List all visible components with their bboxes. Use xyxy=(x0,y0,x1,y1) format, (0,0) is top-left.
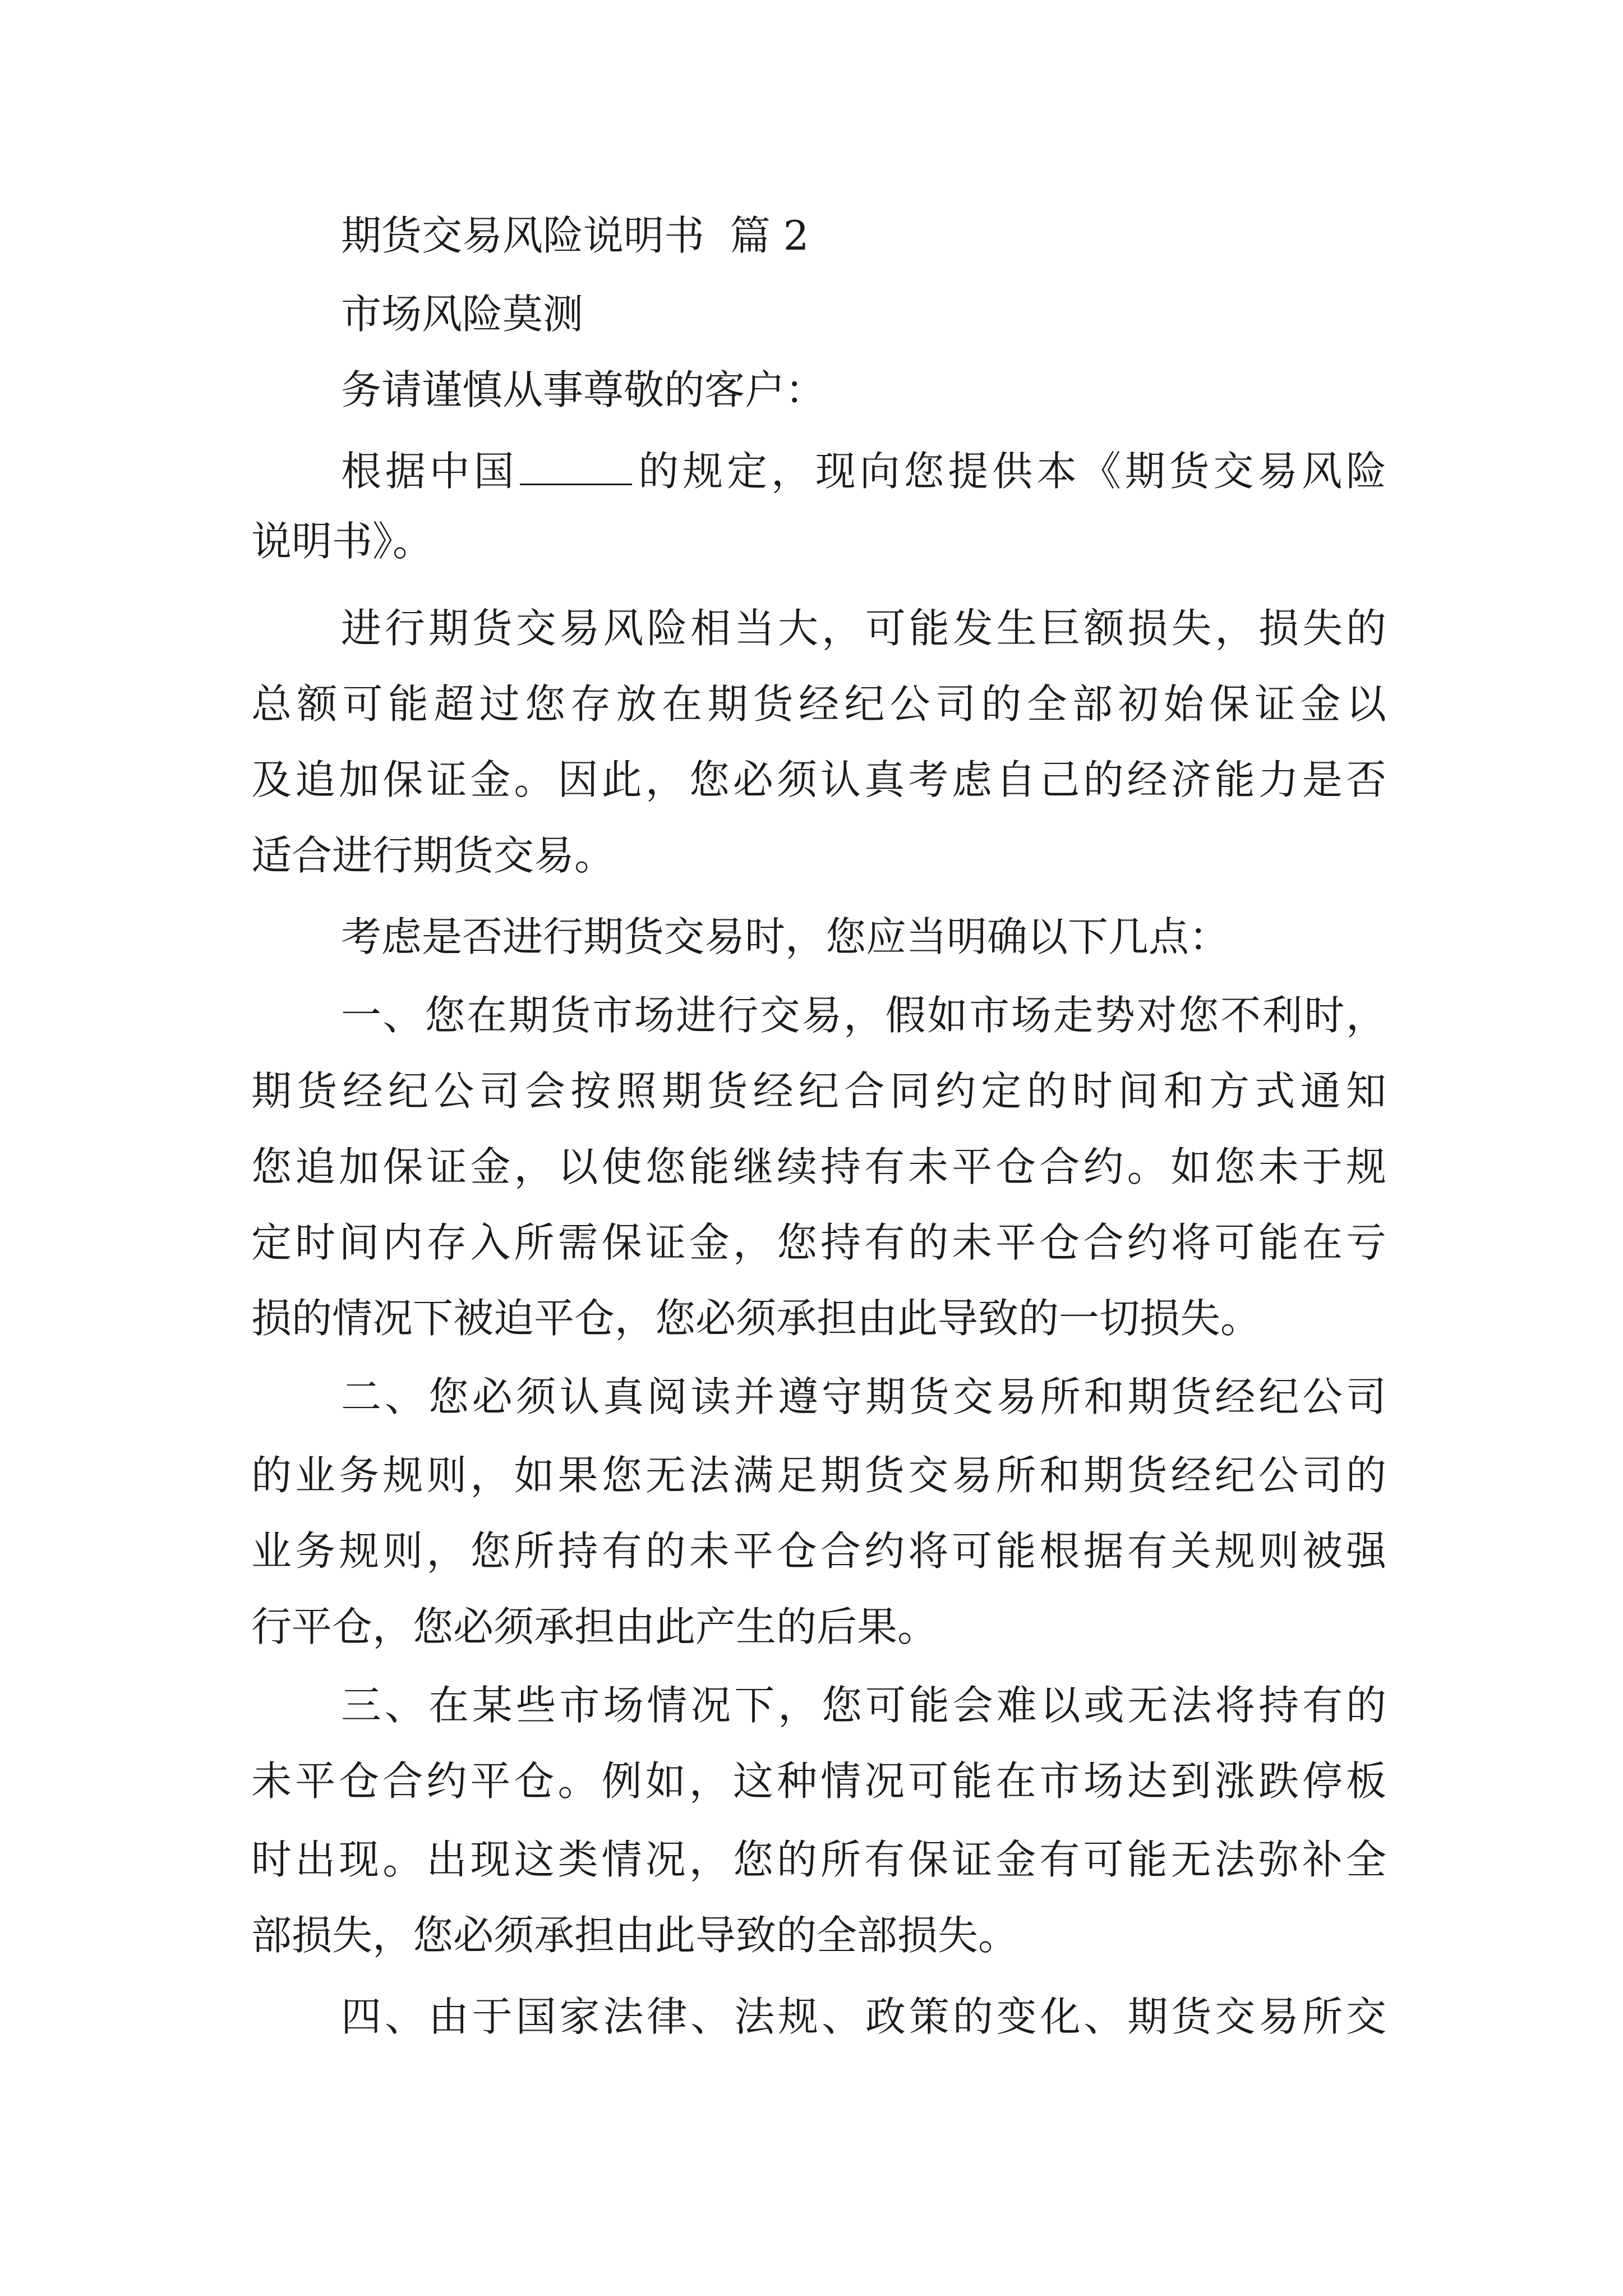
paragraph-5-line-1: 三、在某些市场情况下，您可能会难以或无法将持有的 xyxy=(341,1682,1386,1729)
subtitle: 市场风险莫测 xyxy=(341,291,584,338)
intro-line-2: 说明书》。 xyxy=(251,518,434,565)
intro-line-1 xyxy=(341,443,1386,499)
paragraph-4-line-3: 业务规则，您所持有的未平仓合约将可能根据有关规则被强 xyxy=(251,1527,1386,1575)
paragraph-3-line-1: 一、您在期货市场进行交易，假如市场走势对您不利时， xyxy=(341,992,1386,1039)
intro-after-blank: 的规定，现向您提供本《期货交易风险 xyxy=(634,448,1386,495)
paragraph-3-line-2: 期货经纪公司会按照期货经纪合同约定的时间和方式通知 xyxy=(251,1068,1386,1115)
paragraph-3-line-4: 定时间内存入所需保证金，您持有的未平仓合约将可能在亏 xyxy=(251,1219,1386,1266)
title-main: 期货交易风险说明书 xyxy=(341,212,705,259)
paragraph-3-line-3: 您追加保证金，以使您能继续持有未平仓合约。如您未于规 xyxy=(251,1143,1386,1190)
paragraph-5-line-3: 时出现。出现这类情况，您的所有保证金有可能无法弥补全 xyxy=(251,1836,1386,1883)
paragraph-1-line-1: 进行期货交易风险相当大，可能发生巨额损失，损失的 xyxy=(341,605,1386,652)
paragraph-3-line-5: 损的情况下被迫平仓，您必须承担由此导致的一切损失。 xyxy=(251,1295,1261,1342)
title-part: 篇 2 xyxy=(730,212,809,259)
intro-before-blank: 根据中国 xyxy=(341,448,518,495)
paragraph-4-line-4: 行平仓，您必须承担由此产生的后果。 xyxy=(251,1603,938,1650)
fill-in-blank xyxy=(520,449,632,485)
paragraph-6-line-1: 四、由于国家法律、法规、政策的变化、期货交易所交 xyxy=(341,1993,1386,2040)
paragraph-4-line-1: 二、您必须认真阅读并遵守期货交易所和期货经纪公司 xyxy=(341,1373,1386,1420)
paragraph-5-line-2: 未平仓合约平仓。例如，这种情况可能在市场达到涨跌停板 xyxy=(251,1757,1386,1805)
greeting: 务请谨慎从事尊敬的客户： xyxy=(341,366,826,413)
paragraph-1-line-2: 总额可能超过您存放在期货经纪公司的全部初始保证金以 xyxy=(251,680,1386,728)
paragraph-2-line-1: 考虑是否进行期货交易时，您应当明确以下几点： xyxy=(341,913,1230,960)
paragraph-1-line-3: 及追加保证金。因此，您必须认真考虑自己的经济能力是否 xyxy=(251,756,1386,803)
paragraph-1-line-4: 适合进行期货交易。 xyxy=(251,832,615,879)
document-title xyxy=(341,208,1386,264)
paragraph-5-line-4: 部损失，您必须承担由此导致的全部损失。 xyxy=(251,1912,1019,1959)
paragraph-4-line-2: 的业务规则，如果您无法满足期货交易所和期货经纪公司的 xyxy=(251,1452,1386,1499)
